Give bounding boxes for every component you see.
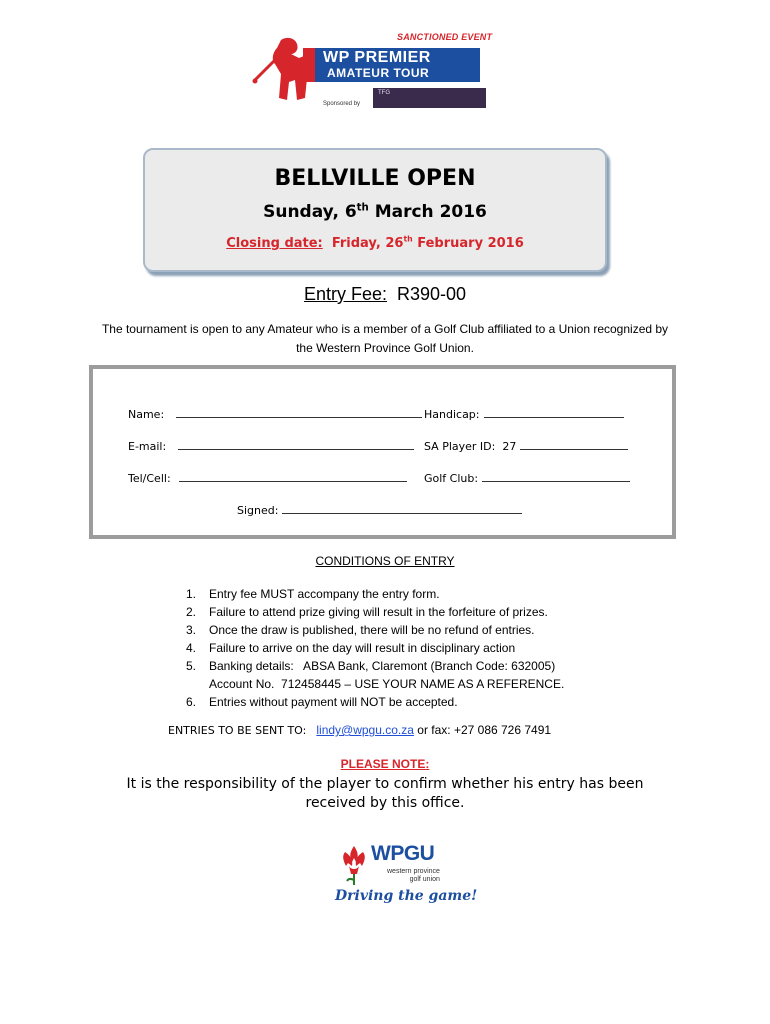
signed-field[interactable]	[237, 503, 522, 517]
condition-number: 1.	[186, 587, 197, 601]
golf-club-field[interactable]	[424, 471, 630, 485]
email-field[interactable]	[128, 439, 414, 453]
wpgu-logo	[333, 840, 478, 918]
name-line[interactable]	[176, 407, 422, 418]
email-label: E-mail:	[128, 440, 167, 453]
condition-number: 2.	[186, 605, 197, 619]
condition-item	[186, 639, 564, 657]
handicap-line[interactable]	[484, 407, 624, 418]
signed-line[interactable]	[282, 503, 522, 514]
condition-item	[186, 693, 564, 711]
condition-text: Entry fee MUST accompany the entry form.	[209, 587, 440, 601]
please-note-colon: :	[425, 757, 430, 771]
event-header-box	[143, 148, 607, 272]
closing-date-day: Friday, 26	[322, 236, 404, 251]
wpgu-subtitle-line-1: western province	[387, 868, 440, 875]
condition-subtext: Account No. 712458445 – USE YOUR NAME AS A REFERENCE.	[209, 677, 565, 691]
event-date-month: March 2016	[368, 202, 487, 222]
logo-blue-panel	[315, 48, 480, 82]
entry-fee-value: R390-00	[397, 284, 467, 304]
conditions-list	[186, 585, 564, 711]
sa-player-id-label: SA Player ID:	[424, 440, 496, 453]
golf-club-line[interactable]	[482, 471, 630, 482]
condition-text: Failure to attend prize giving will result in the forfeiture of prizes.	[209, 605, 548, 619]
responsibility-note: It is the responsibility of the player to confirm whether his entry has been received by this office.	[126, 776, 644, 811]
wpgu-subtitle	[387, 868, 440, 884]
condition-text: Once the draw is published, there will be no refund of entries.	[209, 623, 535, 637]
closing-date-label: Closing date:	[226, 236, 323, 251]
entry-fee	[0, 284, 770, 305]
event-date-day: Sunday, 6	[263, 202, 357, 222]
closing-date-suffix: th	[403, 234, 413, 244]
logo-red-strip	[303, 48, 315, 82]
sponsor-logo-text: TFG	[378, 90, 390, 96]
conditions-heading: CONDITIONS OF ENTRY	[315, 554, 455, 568]
logo-line-1: WP PREMIER	[323, 49, 431, 66]
condition-text: Failure to arrive on the day will result in disciplinary action	[209, 641, 516, 655]
condition-number: 3.	[186, 623, 197, 637]
condition-item	[186, 585, 564, 603]
sa-player-id-prefix: 27	[502, 440, 517, 453]
sponsor-logo	[373, 88, 486, 108]
sa-player-id-field[interactable]	[424, 439, 628, 453]
wp-premier-amateur-tour-logo	[245, 28, 493, 110]
entries-send-to	[168, 723, 551, 737]
tel-cell-label: Tel/Cell:	[128, 472, 171, 485]
event-title: BELLVILLE OPEN	[274, 166, 476, 191]
condition-number: 6.	[186, 695, 197, 709]
event-date-suffix: th	[356, 202, 369, 214]
signed-label: Signed:	[237, 504, 279, 517]
closing-date-month: February 2016	[412, 236, 524, 251]
condition-item	[186, 621, 564, 639]
condition-item	[186, 657, 564, 693]
closing-date	[145, 236, 605, 251]
please-note-label: PLEASE NOTE	[340, 757, 426, 771]
condition-text: Entries without payment will NOT be accepted.	[209, 695, 458, 709]
please-note-heading	[0, 757, 770, 771]
tel-cell-line[interactable]	[179, 471, 407, 482]
condition-text: Banking details: ABSA Bank, Claremont (Branch Code: 632005)	[209, 659, 556, 673]
handicap-field[interactable]	[424, 407, 624, 421]
wpgu-slogan: Driving the game!	[335, 888, 478, 904]
tel-cell-field[interactable]	[128, 471, 407, 485]
handicap-label: Handicap:	[424, 408, 480, 421]
event-date	[145, 202, 605, 222]
golf-club-label: Golf Club:	[424, 472, 479, 485]
name-field[interactable]	[128, 407, 422, 421]
fax-number: or fax: +27 086 726 7491	[413, 723, 552, 737]
sponsored-by-label: Sponsored by	[323, 101, 361, 107]
email-link[interactable]: lindy@wpgu.co.za	[316, 723, 414, 737]
wpgu-name: WPGU	[371, 842, 435, 865]
entry-fee-label: Entry Fee:	[303, 284, 387, 304]
sanctioned-event-label: SANCTIONED EVENT	[397, 32, 493, 42]
sa-player-id-line[interactable]	[520, 439, 628, 450]
condition-number: 4.	[186, 641, 197, 655]
entry-form	[89, 365, 676, 539]
condition-number: 5.	[186, 659, 197, 673]
logo-line-2: AMATEUR TOUR	[327, 66, 430, 80]
name-label: Name:	[128, 408, 165, 421]
protea-flower-icon	[339, 844, 369, 886]
intro-text: The tournament is open to any Amateur who is a member of a Golf Club affiliated to a Union recognized by the Western Province Golf Union.	[101, 322, 669, 355]
email-line[interactable]	[178, 439, 414, 450]
send-to-label: ENTRIES TO BE SENT TO:	[168, 724, 307, 737]
condition-item	[186, 603, 564, 621]
wpgu-subtitle-line-2: golf union	[409, 876, 440, 883]
